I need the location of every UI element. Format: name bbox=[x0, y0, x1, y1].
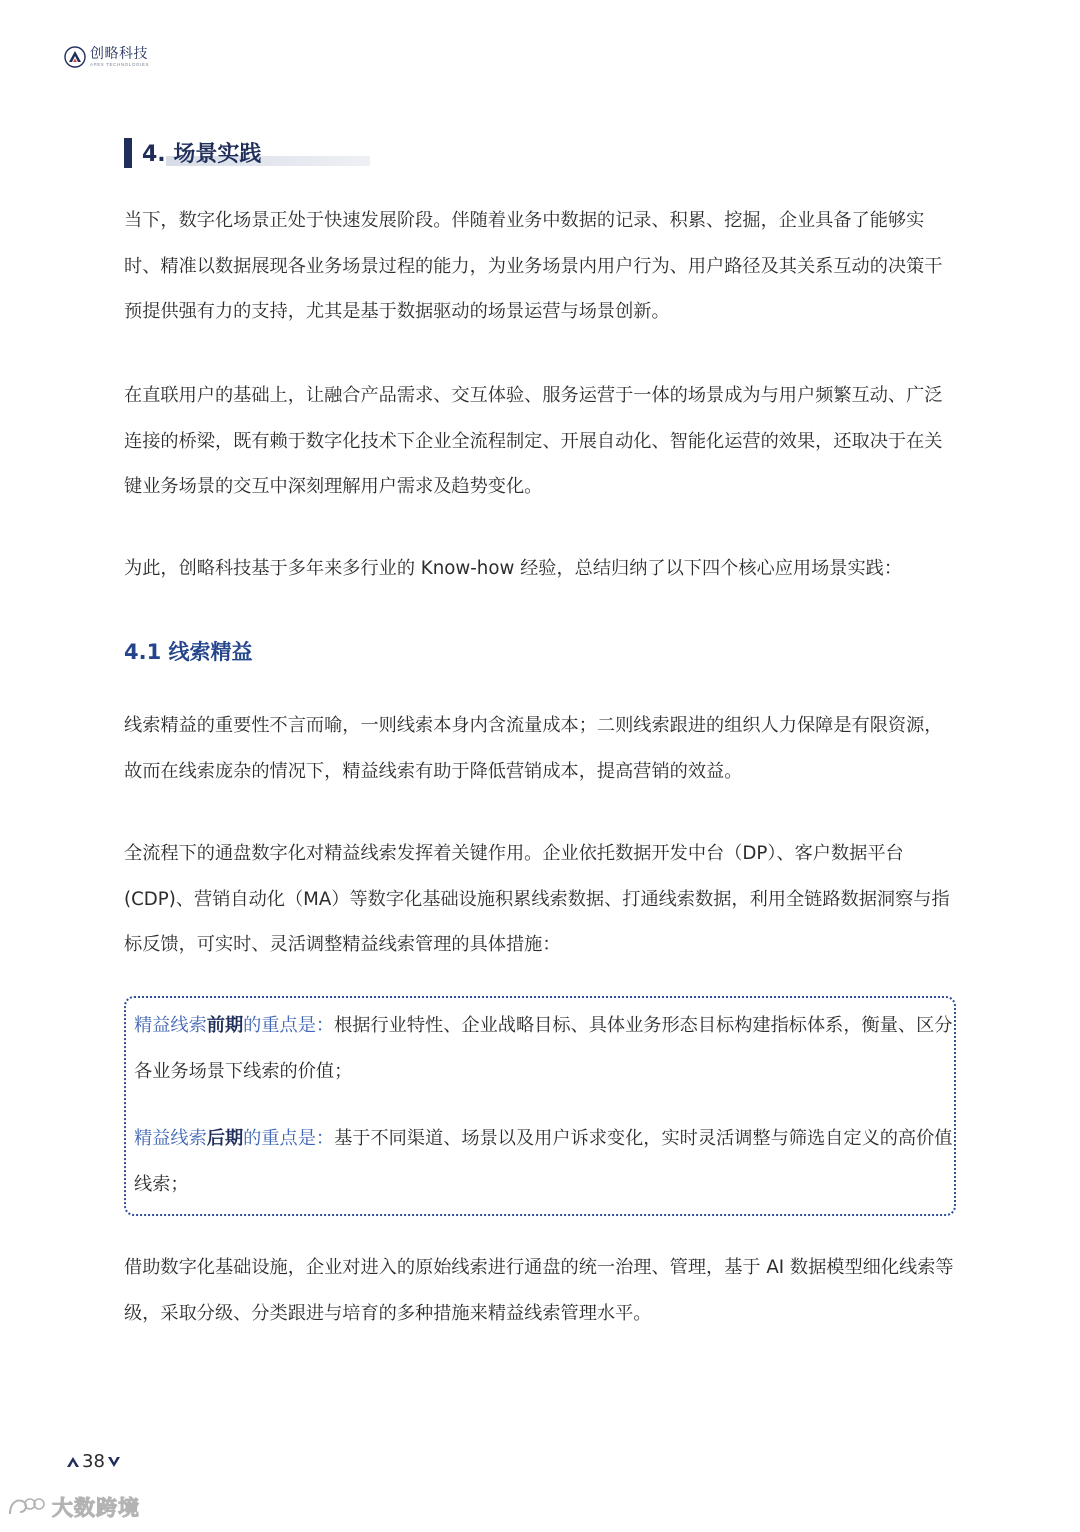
intro-paragraph-2: 在直联用户的基础上，让融合产品需求、交互体验、服务运营于一体的场景成为与用户频繁互动、广泛连接的桥梁，既有赖于数字化技术下企业全流程制定、开展自动化、智能化运营的效果，还取决于在关键业务场景的交互中深刻理解用户需求及趋势变化。 bbox=[124, 385, 943, 497]
subsection-paragraph-3: 借助数字化基础设施，企业对进入的原始线索进行通盘的统一治理、管理，基于 AI 数据模型细化线索等级，采取分级、分类跟进与培育的多种措施来精益线索管理水平。 bbox=[124, 1257, 954, 1324]
callout-text: 根据行业特性、企业战略目标、具体业务形态目标构建指标体系，衡量、区分各业务场景下线索的价值； bbox=[134, 1015, 953, 1082]
chevron-down-icon bbox=[107, 1456, 121, 1468]
callout-label-post: 的重点是： bbox=[243, 1015, 335, 1036]
apex-logo-icon bbox=[64, 46, 86, 68]
logo-text-en: APEX TECHNOLOGIES bbox=[90, 61, 150, 67]
subsection-title: 4.1 线索精益 bbox=[124, 640, 253, 664]
callout-label-strong: 后期 bbox=[206, 1128, 244, 1149]
subsection-paragraph-2: 全流程下的通盘数字化对精益线索发挥着关键作用。企业依托数据开发中台（DP）、客户数据平台 (CDP)、营销自动化（MA）等数字化基础设施积累线索数据、打通线索数据，利用全链路数据洞察与指标反馈，可实时、灵活调整精益线索管理的具体措施： bbox=[124, 843, 950, 955]
watermark-logo-icon bbox=[6, 1492, 46, 1522]
watermark bbox=[6, 1492, 140, 1522]
section-title-text: 4. 场景实践 bbox=[142, 142, 262, 167]
callout-label-pre: 精益线索 bbox=[134, 1015, 207, 1036]
subsection-paragraph-1: 线索精益的重要性不言而喻，一则线索本身内含流量成本；二则线索跟进的组织人力保障是有限资源，故而在线索庞杂的情况下，精益线索有助于降低营销成本，提高营销的效益。 bbox=[124, 715, 943, 782]
callout-box bbox=[124, 996, 956, 1216]
callout-item-early bbox=[134, 1003, 954, 1094]
page-number-text: 38 bbox=[82, 1451, 105, 1472]
watermark-text: 大数跨境 bbox=[52, 1496, 140, 1520]
triangle-up-icon bbox=[66, 1456, 80, 1468]
intro-paragraph-1: 当下，数字化场景正处于快速发展阶段。伴随着业务中数据的记录、积累、挖掘，企业具备了能够实时、精准以数据展现各业务场景过程的能力，为业务场景内用户行为、用户路径及其关系互动的决策干预提供强有力的支持，尤其是基于数据驱动的场景运营与场景创新。 bbox=[124, 210, 943, 322]
callout-item-late bbox=[134, 1116, 954, 1207]
callout-label-pre: 精益线索 bbox=[134, 1128, 207, 1149]
callout-text: 基于不同渠道、场景以及用户诉求变化，实时灵活调整与筛选自定义的高价值线索； bbox=[134, 1128, 953, 1195]
callout-label-strong: 前期 bbox=[206, 1015, 244, 1036]
intro-paragraph-3: 为此，创略科技基于多年来多行业的 Know-how 经验，总结归纳了以下四个核心应用场景实践： bbox=[124, 558, 903, 579]
company-logo bbox=[64, 46, 149, 68]
logo-text-cn: 创略科技 bbox=[90, 45, 148, 62]
callout-label-post: 的重点是： bbox=[243, 1128, 335, 1149]
page-number bbox=[66, 1451, 121, 1472]
section-title bbox=[124, 137, 261, 168]
title-accent-bar bbox=[124, 138, 132, 168]
